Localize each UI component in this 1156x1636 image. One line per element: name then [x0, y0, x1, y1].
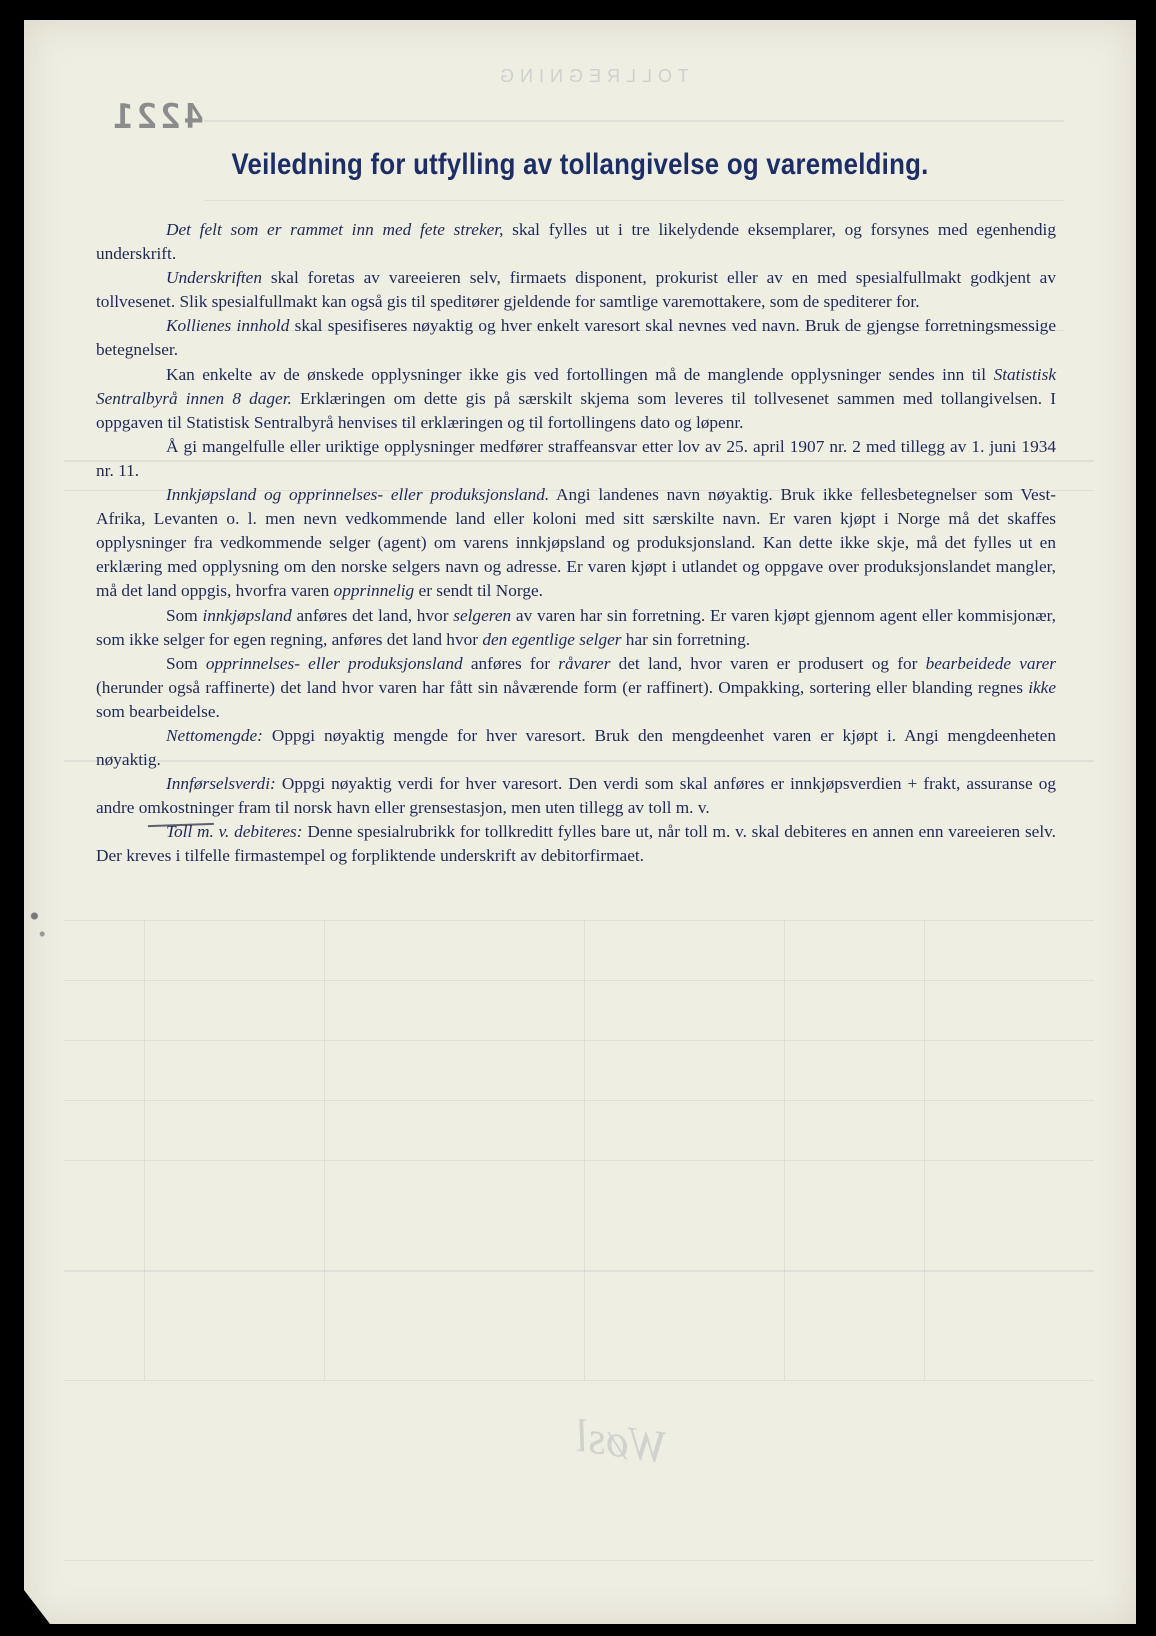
document-sheet [24, 20, 1136, 1624]
show-through-rule [64, 1380, 1094, 1381]
paragraph-text: anføres for [462, 653, 559, 673]
archive-number-stamp: 4221 [110, 97, 204, 137]
instruction-paragraph [96, 483, 1056, 603]
paragraph-text: Oppgi nøyaktig mengde for hver varesort. Bruk den mengdeenhet varen er kjøpt i. Angi mengdeenheten nøyaktig. [96, 725, 1056, 770]
paragraph-text: av varen har sin forretning. Er varen kjøpt gjennom agent eller kommisjonær, som ikke selger for egen regning, anføres det land hvor [96, 605, 1056, 649]
emphasized-term: Det felt som er rammet inn med fete streker, [166, 220, 504, 239]
instruction-paragraph [96, 314, 1056, 362]
show-through-rule [64, 1040, 1094, 1041]
emphasized-term: ikke [1028, 677, 1056, 697]
paragraph-text: (herunder også raffinerte) det land hvor varen har fått sin nåværende form (er raffinert). Ompakking, sortering eller blanding regnes [96, 677, 1029, 697]
paragraph-text: det land, hvor varen er produsert og for [610, 653, 926, 673]
emphasized-term: Nettomengde: [166, 725, 263, 745]
paragraph-text: Kan enkelte av de ønskede opplysninger ikke gis ved fortollingen må de manglende opplysninger sendes inn til [166, 364, 994, 384]
show-through-rule [204, 120, 1064, 122]
paragraph-text: anføres det land, hvor [291, 605, 454, 625]
paragraph-text: har sin forretning. [621, 629, 751, 649]
instruction-paragraph [96, 218, 1056, 266]
paragraph-text: Som [166, 605, 203, 625]
show-through-rule [64, 1100, 1094, 1101]
show-through-column [924, 920, 925, 1380]
paragraph-text: skal spesifiseres nøyaktig og hver enkelt varesort skal nevnes ved navn. Bruk de gjengse forretningsmessige betegnelser. [96, 316, 1056, 360]
instruction-paragraph [96, 724, 1056, 772]
paragraph-text: som bearbeidelse. [96, 701, 220, 721]
show-through-column [324, 920, 325, 1380]
show-through-rule [64, 1560, 1094, 1561]
show-through-rule [204, 200, 1064, 201]
paragraph-text: Denne spesialrubrikk for tollkreditt fylles bare ut, når toll m. v. skal debiteres en annen enn vareeieren selv. Der kreves i tilfelle firmastempel og forpliktende underskrift av debitorfirmaet. [96, 822, 1056, 866]
emphasized-term: Toll m. v. debiteres: [166, 822, 303, 842]
paragraph-text: Å gi mangelfulle eller uriktige opplysninger medfører straffeansvar etter lov av 25. april 1907 nr. 2 med tillegg av 1. juni 1934 nr. 11. [96, 436, 1056, 480]
instruction-text [96, 218, 1056, 869]
instruction-paragraph [96, 266, 1056, 314]
show-through-column [144, 920, 145, 1380]
emphasized-term: Underskriften [166, 268, 262, 288]
show-through-rule [64, 920, 1094, 921]
show-through-rule [64, 1160, 1094, 1161]
show-through-column [584, 920, 585, 1380]
paragraph-text: er sendt til Norge. [414, 581, 543, 601]
emphasized-term: opprinnelses- eller produksjonsland [205, 653, 463, 673]
instruction-paragraph [96, 772, 1056, 820]
paragraph-text: Angi landenes navn nøyaktig. Bruk ikke fellesbetegnelser som Vest-Afrika, Levanten o. l. men nevn vedkommende land eller koloni med sitt særskilte navn. Er varen kjøpt i Norge må det skaffes opplysninger fra vedkommende selger (agent) om varens innkjøpsland og produksjonsland. Kan dette ikke skje, må det fylles ut en erklæring med opplysning om den norske selgers navn og adresse. Er varen kjøpt i utlandet og oppgave over produksjonslandet mangler, må det land oppgis, hvorfra varen [96, 485, 1056, 601]
paragraph-text: skal foretas av vareeieren selv, firmaets disponent, prokurist eller av en med spesialfullmakt godkjent av tollvesenet. Slik spesialfullmakt kan også gis til speditører gjeldende for samtlige varemottakere, som de spediterer for. [96, 268, 1056, 312]
paragraph-text: Oppgi nøyaktig verdi for hver varesort. Den verdi som skal anføres er innkjøpsverdien + frakt, assuranse og andre omkostninger fram til norsk havn eller grensestasjon, men uten tillegg av toll m. v. [96, 774, 1056, 818]
instruction-paragraph [96, 435, 1056, 483]
emphasized-term: Statistisk Sentralbyrå innen 8 dager. [96, 364, 1056, 408]
show-through-rule [64, 980, 1094, 981]
emphasized-term: Innførselsverdi: [166, 774, 276, 794]
emphasized-term: Innkjøpsland og opprinnelses- eller produksjonsland. [166, 485, 550, 505]
paragraph-text: Erklæringen om dette gis på særskilt skjema som leveres til tollvesenet sammen med tollangivelsen. I oppgaven til Statistisk Sentralbyrå henvises til erklæringen og til fortollingens dato og løpenr. [96, 388, 1056, 432]
show-through-rule [64, 1270, 1094, 1272]
emphasized-term: innkjøpsland [202, 605, 292, 625]
show-through-heading: TOLLREGNING [494, 66, 689, 86]
page-title: Veiledning for utfylling av tollangivelse og varemelding. [231, 148, 929, 181]
emphasized-term: opprinnelig [333, 581, 415, 601]
show-through-column [784, 920, 785, 1380]
paragraph-text: skal fylles ut i tre likelydende eksemplarer, og forsynes med egenhendig underskrift. [96, 220, 1056, 264]
emphasized-term: råvarer [558, 653, 611, 673]
emphasized-term: selgeren [453, 605, 512, 625]
instruction-paragraph [96, 820, 1056, 868]
show-through-signature: Wøsl [572, 1409, 671, 1473]
instruction-paragraph [96, 604, 1056, 652]
paragraph-text: Som [166, 653, 206, 673]
torn-corner [24, 1590, 50, 1624]
ink-stain [24, 892, 50, 952]
emphasized-term: bearbeidede varer [925, 653, 1057, 673]
emphasized-term: Kollienes innhold [166, 316, 290, 336]
emphasized-term: den egentlige selger [482, 629, 622, 649]
instruction-paragraph [96, 363, 1056, 435]
instruction-paragraph [96, 652, 1056, 724]
